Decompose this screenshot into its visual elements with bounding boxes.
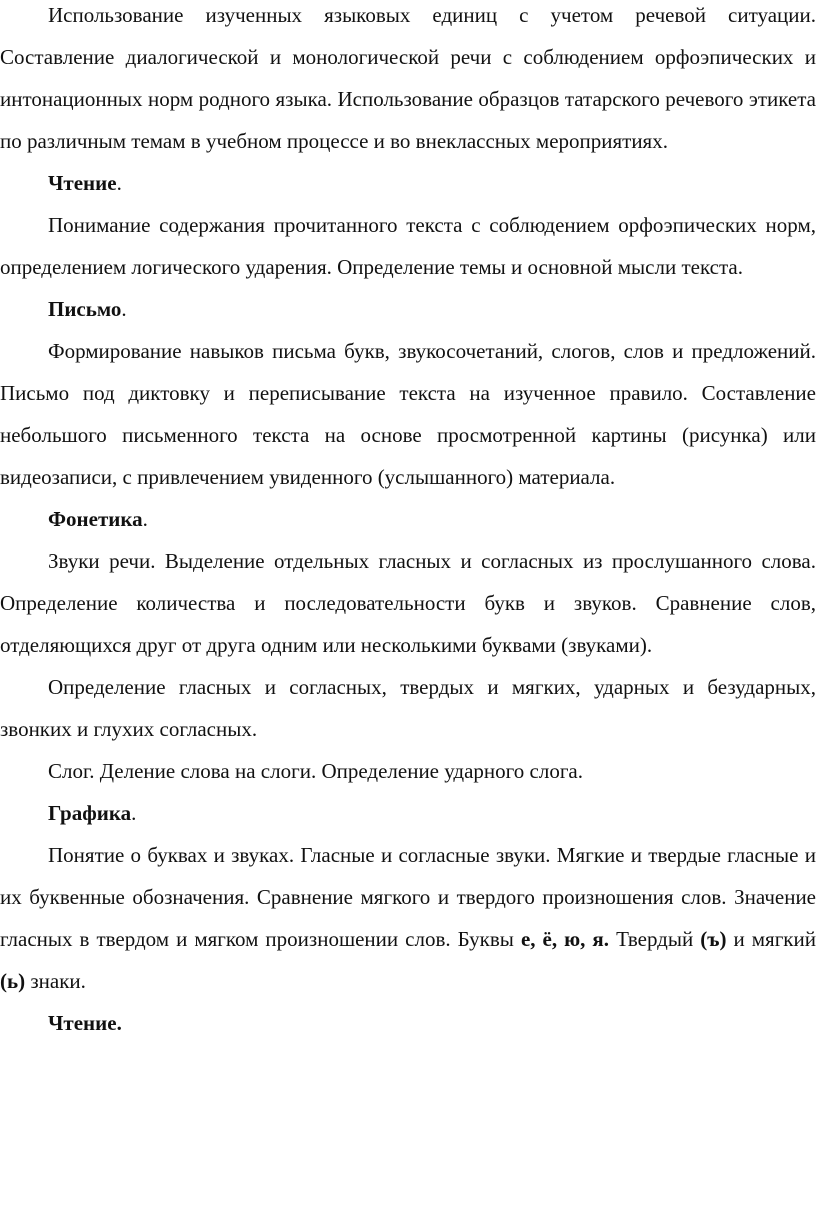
paragraph-graphics bbox=[0, 834, 816, 1002]
paragraph-speech-usage: Использование изученных языковых единиц с учетом речевой ситуации. Составление диалогической и монологической речи с соблюдением орфоэпических и интонационных норм родного языка. Использование образцов татарского речевого этикета по различным темам в учебном процессе и во внеклассных мероприятиях. bbox=[0, 3, 816, 153]
heading-phonetics bbox=[0, 498, 816, 540]
graphics-text-hard: Твердый bbox=[609, 927, 701, 951]
graphics-text-soft: и мягкий bbox=[726, 927, 816, 951]
paragraph-phonetics-sounds: Звуки речи. Выделение отдельных гласных и согласных из прослушанного слова. Определение количества и последовательности букв и звуков. Сравнение слов, отделяющихся друг от друга одним или несколькими буквами (звуками). bbox=[0, 549, 816, 657]
heading-reading-dot: . bbox=[116, 171, 122, 195]
paragraph-writing: Формирование навыков письма букв, звукосочетаний, слогов, слов и предложений. Письмо под диктовку и переписывание текста на изученное правило. Составление небольшого письменного текста на основе просмотренной картины (рисунка) или видеозаписи, с привлечением увиденного (услышанного) материала. bbox=[0, 339, 816, 489]
paragraph-reading: Понимание содержания прочитанного текста с соблюдением орфоэпических норм, определением логического ударения. Определение темы и основной мысли текста. bbox=[0, 213, 816, 279]
graphics-soft-sign: (ь) bbox=[0, 969, 26, 993]
heading-writing-dot: . bbox=[121, 297, 127, 321]
graphics-text-end: знаки. bbox=[25, 969, 86, 993]
heading-reading-2-title: Чтение. bbox=[48, 1011, 122, 1035]
paragraph-phonetics-syllable: Слог. Деление слова на слоги. Определение ударного слога. bbox=[48, 759, 583, 783]
heading-reading bbox=[0, 162, 816, 204]
heading-reading-title: Чтение bbox=[48, 171, 117, 195]
graphics-hard-sign: (ъ) bbox=[700, 927, 727, 951]
heading-reading-2 bbox=[0, 1002, 816, 1044]
heading-graphics-title: Графика bbox=[48, 801, 132, 825]
heading-writing-title: Письмо bbox=[48, 297, 122, 321]
heading-phonetics-dot: . bbox=[142, 507, 148, 531]
heading-graphics-dot: . bbox=[131, 801, 137, 825]
paragraph-phonetics-vowels: Определение гласных и согласных, твердых и мягких, ударных и безударных, звонких и глухих согласных. bbox=[0, 675, 816, 741]
heading-graphics bbox=[0, 792, 816, 834]
paragraph-graphics-text: Понятие о буквах и звуках. Гласные и согласные звуки. Мягкие и твердые гласные и их буквенные обозначения. Сравнение мягкого и твердого произношения слов. Значение гласных в твердом и мягком произношении слов. Буквы bbox=[0, 843, 816, 951]
graphics-letters: е, ё, ю, я. bbox=[520, 927, 610, 951]
heading-writing bbox=[0, 288, 816, 330]
heading-phonetics-title: Фонетика bbox=[48, 507, 143, 531]
